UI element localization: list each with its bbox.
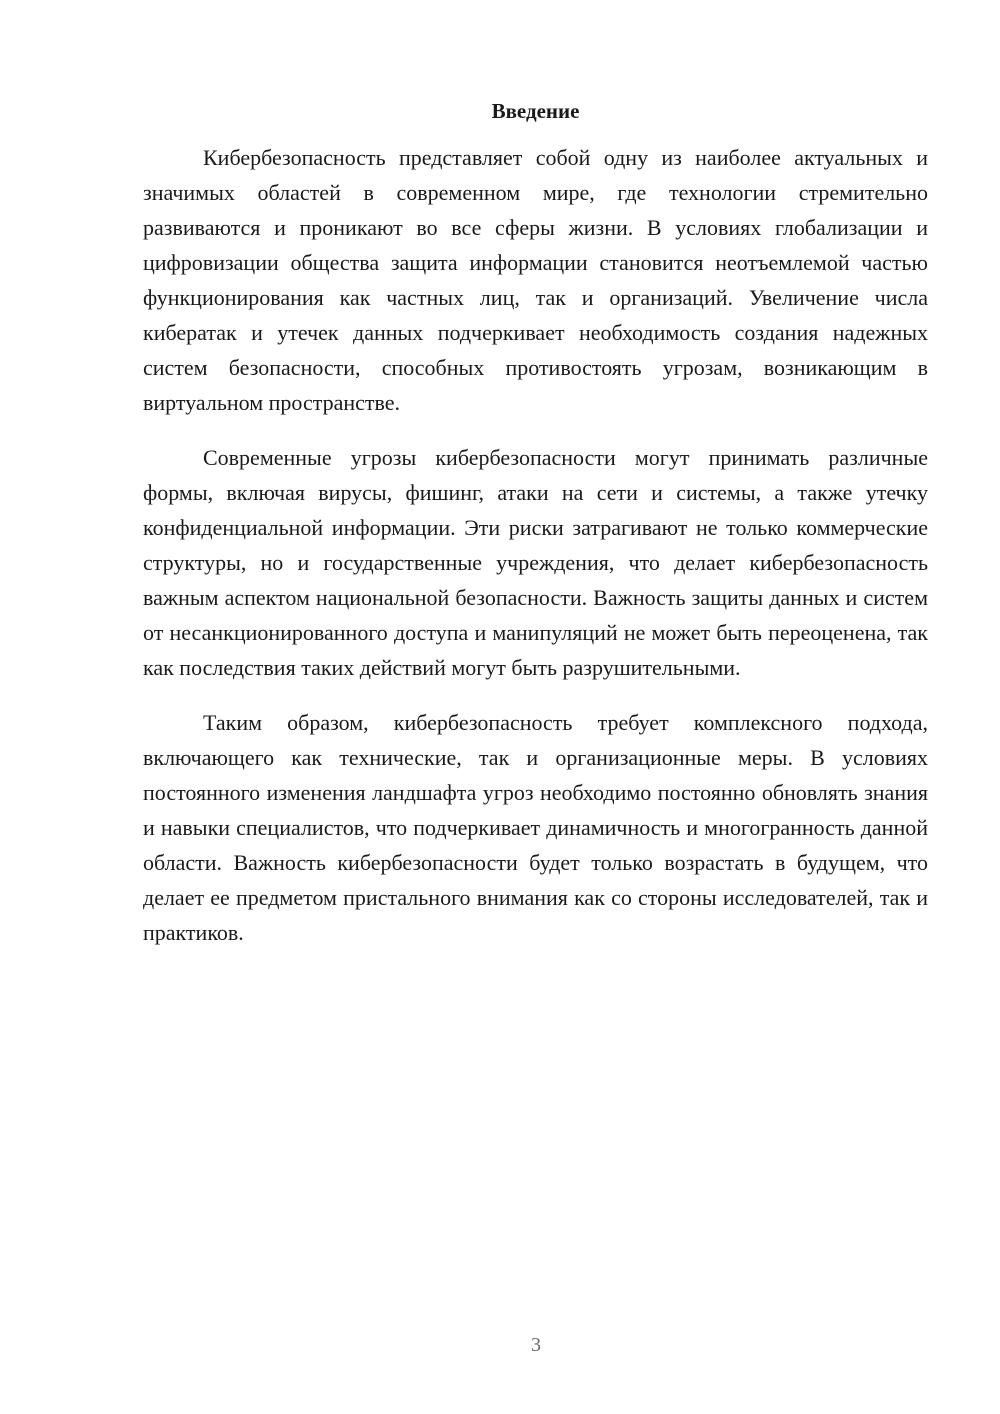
page-number: 3 <box>531 1334 541 1356</box>
section-title: Введение <box>491 99 580 123</box>
document-body <box>143 96 928 970</box>
paragraph-2: Современные угрозы кибербезопасности могут принимать различные формы, включая вирусы, фишинг, атаки на сети и системы, а также утечку конфиденциальной информации. Эти риски затрагивают не только коммерческие структуры, но и государственные учреждения, что делает кибербезопасность важным аспектом национальной безопасности. Важность защиты данных и систем от несанкционированного доступа и манипуляций не может быть переоценена, так как последствия таких действий могут быть разрушительными. <box>143 445 928 680</box>
paragraph-1: Кибербезопасность представляет собой одну из наиболее актуальных и значимых областей в современном мире, где технологии стремительно развиваются и проникают во все сферы жизни. В условиях глобализации и цифровизации общества защита информации становится неотъемлемой частью функционирования как частных лиц, так и организаций. Увеличение числа кибератак и утечек данных подчеркивает необходимость создания надежных систем безопасности, способных противостоять угрозам, возникающим в виртуальном пространстве. <box>143 145 928 415</box>
paragraph-3: Таким образом, кибербезопасность требует комплексного подхода, включающего как технические, так и организационные меры. В условиях постоянного изменения ландшафта угроз необходимо постоянно обновлять знания и навыки специалистов, что подчеркивает динамичность и многогранность данной области. Важность кибербезопасности будет только возрастать в будущем, что делает ее предметом пристального внимания как со стороны исследователей, так и практиков. <box>143 710 928 945</box>
